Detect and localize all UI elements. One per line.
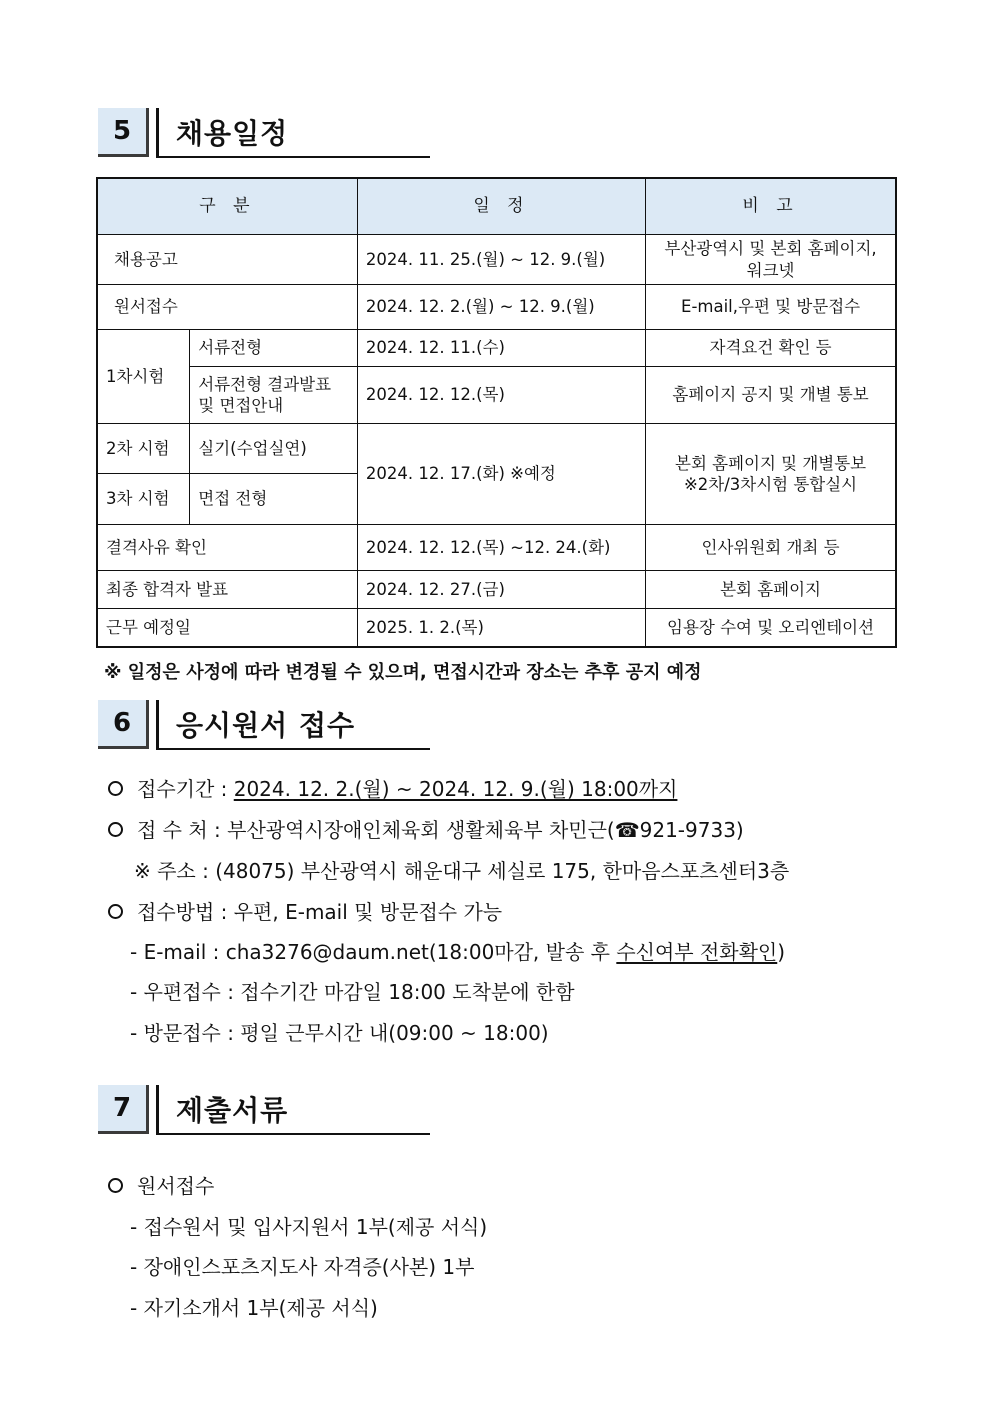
circle-bullet-icon: [108, 822, 123, 837]
row-note: 인사위원회 개최 등: [646, 525, 896, 571]
section-7-header: [98, 1085, 430, 1135]
row-sub: 서류전형: [190, 330, 358, 367]
row-note-line: 본회 홈페이지 및 개별통보: [675, 453, 867, 473]
section-number: 5: [98, 108, 149, 157]
row-date: 2024. 12. 17.(화) ※예정: [357, 424, 645, 525]
divider: [156, 1085, 159, 1135]
row-date: 2024. 11. 25.(월) ~ 12. 9.(월): [357, 235, 645, 285]
visit-line: - 방문접수 : 평일 근무시간 내(09:00 ~ 18:00): [130, 1021, 549, 1045]
row-label: 결격사유 확인: [97, 525, 357, 571]
row-date: 2024. 12. 11.(수): [357, 330, 645, 367]
row-label: 최종 합격자 발표: [97, 571, 357, 609]
application-method: [108, 896, 502, 925]
row-note: 부산광역시 및 본회 홈페이지, 워크넷: [646, 235, 896, 285]
row-note: [646, 424, 896, 525]
divider: [156, 108, 159, 158]
place-text: 접 수 처 : 부산광역시장애인체육회 생활체육부 차민근(☎921-9733): [137, 818, 744, 842]
row-note: 자격요건 확인 등: [646, 330, 896, 367]
row-note-line: ※2차/3차시험 통합실시: [683, 475, 858, 494]
row-date: 2025. 1. 2.(목): [357, 609, 645, 647]
row-label: 근무 예정일: [97, 609, 357, 647]
email-confirm-text: 수신여부 전화확인: [616, 940, 778, 964]
row-label: 채용공고: [97, 235, 357, 285]
email-line: [130, 936, 785, 965]
document-item: - 자기소개서 1부(제공 서식): [130, 1296, 378, 1320]
underline: [156, 1133, 430, 1135]
method-text: 접수방법 : 우편, E-mail 및 방문접수 가능: [137, 900, 503, 924]
post-line: - 우편접수 : 접수기간 마감일 18:00 도착분에 한함: [130, 980, 575, 1004]
period-value: 2024. 12. 2.(월) ~ 2024. 12. 9.(월) 18:00까지: [233, 777, 678, 801]
address-text: ※ 주소 : (48075) 부산광역시 해운대구 세실로 175, 한마음스포츠센터3층: [134, 859, 790, 883]
row-note: E-mail,우편 및 방문접수: [646, 285, 896, 330]
header-schedule: 일 정: [357, 178, 645, 235]
row-note: 홈페이지 공지 및 개별 통보: [646, 367, 896, 424]
underline: [156, 748, 430, 750]
underline: [156, 156, 430, 158]
row-group: 1차시험: [97, 330, 190, 424]
row-label: 원서접수: [97, 285, 357, 330]
section-title: 응시원서 접수: [176, 709, 356, 742]
row-date: 2024. 12. 12.(목) ~12. 24.(화): [357, 525, 645, 571]
header-category: 구 분: [97, 178, 357, 235]
row-note: 임용장 수여 및 오리엔테이션: [646, 609, 896, 647]
circle-bullet-icon: [108, 904, 123, 919]
section-title: 채용일정: [176, 117, 289, 150]
row-group: 3차 시험: [97, 474, 190, 525]
table-header-row: [97, 178, 896, 235]
table-row: [97, 330, 896, 367]
section-title: 제출서류: [176, 1094, 289, 1127]
email-text: - E-mail : cha3276@daum.net(18:00마감, 발송 후: [130, 940, 617, 964]
row-note: 본회 홈페이지: [646, 571, 896, 609]
divider: [156, 700, 159, 750]
row-date: 2024. 12. 12.(목): [357, 367, 645, 424]
row-date: 2024. 12. 2.(월) ~ 12. 9.(월): [357, 285, 645, 330]
application-period: [108, 773, 677, 802]
section-5-header: [98, 108, 430, 158]
section-number: 6: [98, 700, 149, 749]
section-6-header: [98, 700, 430, 750]
table-row: [97, 571, 896, 609]
header-remark: 비 고: [646, 178, 896, 235]
circle-bullet-icon: [108, 1178, 123, 1193]
table-row: [97, 367, 896, 424]
row-date: 2024. 12. 27.(금): [357, 571, 645, 609]
period-label: 접수기간 :: [137, 777, 234, 801]
document-item: - 장애인스포츠지도사 자격증(사본) 1부: [130, 1255, 475, 1279]
documents-heading-text: 원서접수: [137, 1174, 215, 1198]
row-sub: 서류전형 결과발표 및 면접안내: [190, 367, 358, 424]
table-row: [97, 424, 896, 474]
table-row: [97, 525, 896, 571]
documents-heading: [108, 1170, 214, 1199]
document-item: - 접수원서 및 입사지원서 1부(제공 서식): [130, 1215, 488, 1239]
schedule-footnote: ※ 일정은 사정에 따라 변경될 수 있으며, 면접시간과 장소는 추후 공지 예정: [104, 662, 702, 683]
table-row: [97, 285, 896, 330]
row-sub: 실기(수업실연): [190, 424, 358, 474]
row-sub: 면접 전형: [190, 474, 358, 525]
section-number: 7: [98, 1085, 149, 1134]
table-row: [97, 609, 896, 647]
row-group: 2차 시험: [97, 424, 190, 474]
email-suffix: ): [777, 940, 786, 964]
circle-bullet-icon: [108, 781, 123, 796]
application-place: [108, 814, 744, 843]
schedule-table: [96, 177, 897, 648]
table-row: [97, 235, 896, 285]
